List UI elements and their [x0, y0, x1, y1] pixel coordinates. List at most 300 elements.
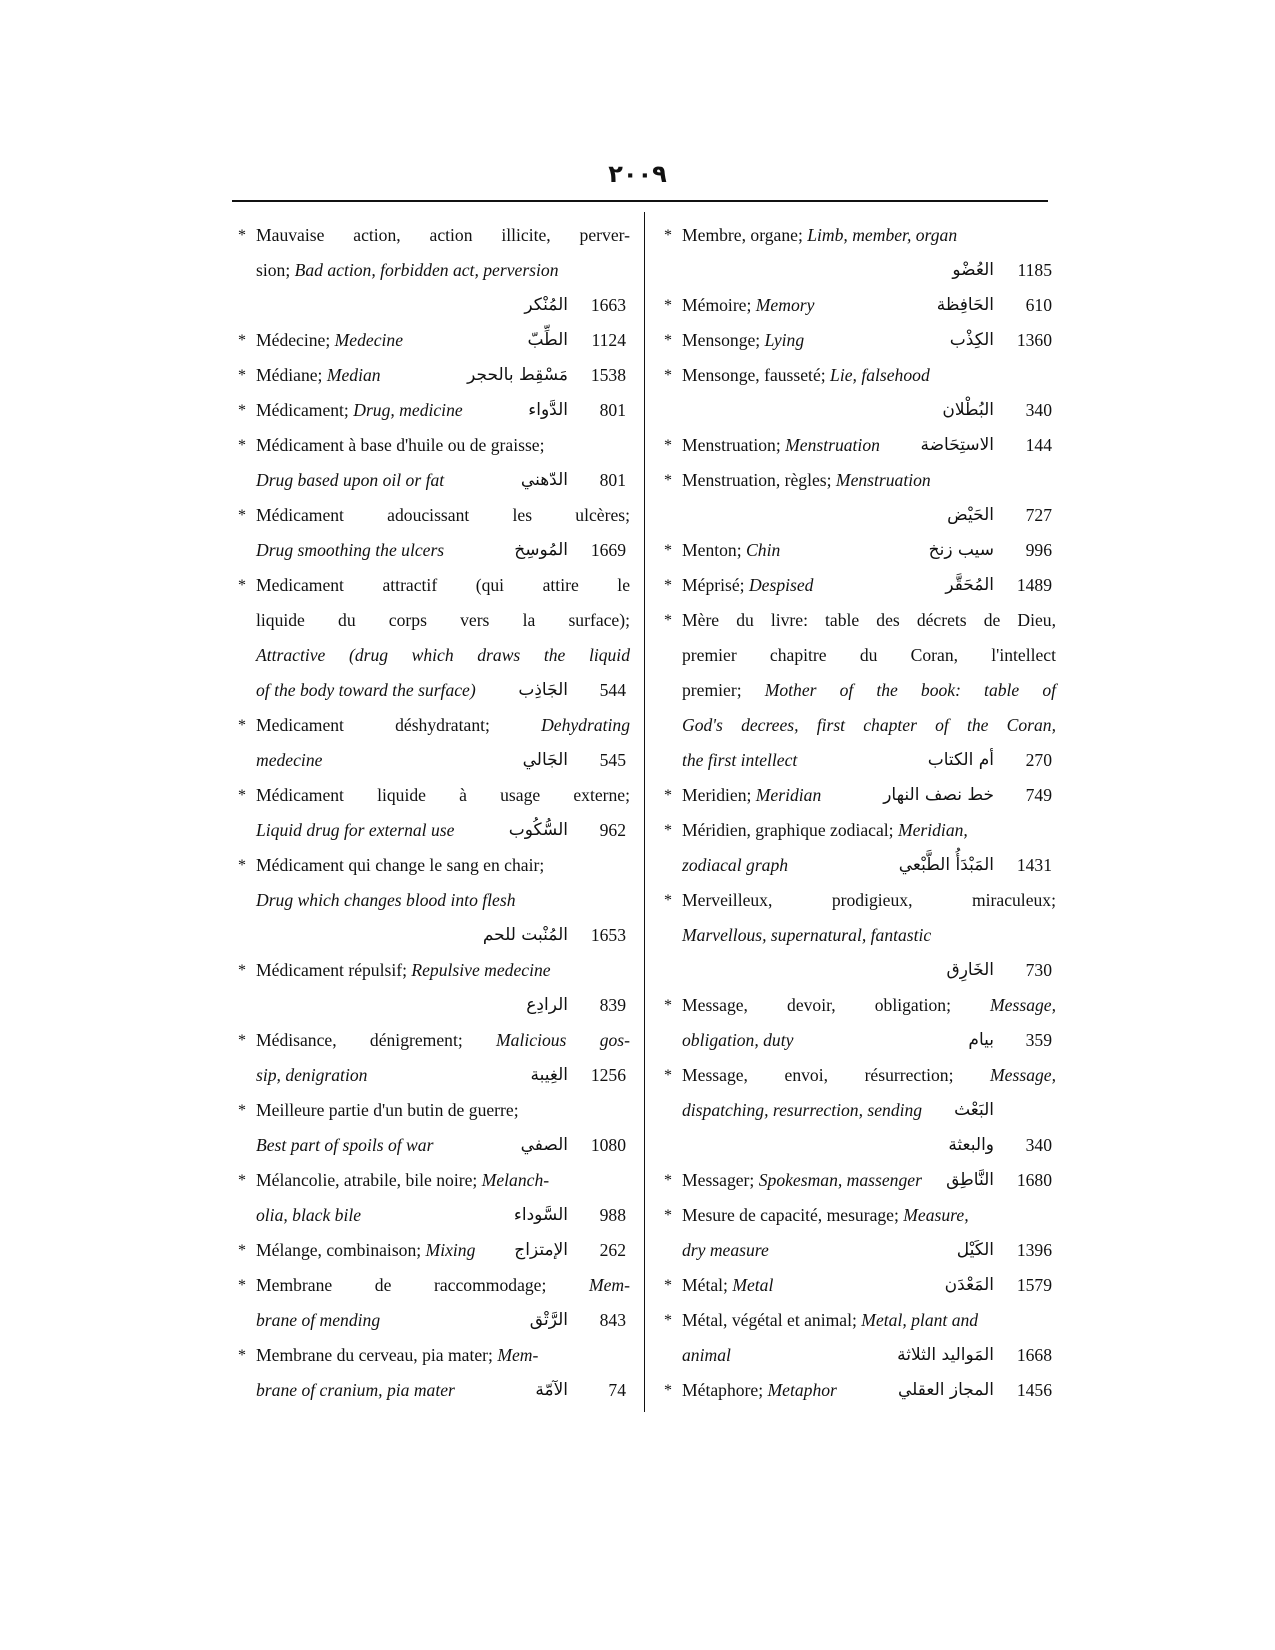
- arabic-term: المُنْكر: [524, 295, 568, 315]
- entry-number: 962: [599, 820, 626, 840]
- french-term: Médecine;: [256, 330, 335, 350]
- entry-text: [256, 533, 630, 568]
- entry-number: 1256: [590, 1065, 626, 1085]
- header-rule: [232, 200, 1048, 202]
- entry-number: 1538: [590, 365, 626, 385]
- entry-number: 1456: [1016, 1380, 1052, 1400]
- french-term: Messager;: [682, 1170, 759, 1190]
- english-term: medecine: [256, 750, 323, 770]
- entry-text: [256, 638, 630, 673]
- entry-number: 340: [1025, 400, 1052, 420]
- dictionary-entry: [232, 428, 630, 498]
- arabic-term: المَبْدَأُ الطَّبْعي: [898, 855, 994, 875]
- dictionary-entry: [658, 1303, 1056, 1373]
- english-term: Metal, plant and: [861, 1310, 979, 1330]
- arabic-term: الصفي: [520, 1135, 568, 1155]
- bullet-asterisk: *: [664, 1067, 672, 1084]
- bullet-asterisk: *: [238, 857, 246, 874]
- bullet-asterisk: *: [664, 297, 672, 314]
- bullet-asterisk: *: [664, 332, 672, 349]
- entry-text: [682, 1163, 1056, 1198]
- arabic-term: الجَالي: [522, 750, 568, 770]
- english-term: brane of cranium, pia mater: [256, 1380, 455, 1400]
- entry-text: [256, 1128, 630, 1163]
- bullet-asterisk: *: [664, 577, 672, 594]
- entry-text: [256, 603, 630, 638]
- french-term: Médicament;: [256, 400, 354, 420]
- entry-line: [232, 883, 630, 918]
- dictionary-entry: [658, 778, 1056, 813]
- english-term: Mixing: [425, 1240, 476, 1260]
- dictionary-entry: [658, 1373, 1056, 1408]
- entry-line: [232, 1268, 630, 1303]
- french-term: Mère du livre: table des décrets de Dieu,: [682, 610, 1056, 630]
- arabic-term: خط نصف النهار: [883, 785, 994, 805]
- entry-text: [256, 1303, 630, 1338]
- entry-number: 1396: [1016, 1240, 1052, 1260]
- dictionary-entry: [232, 1093, 630, 1163]
- english-term: sip, denigration: [256, 1065, 368, 1085]
- entry-text: [682, 463, 1056, 498]
- english-term: Message,: [990, 1065, 1056, 1085]
- french-term: Medicament attractif (qui attire le: [256, 575, 630, 595]
- entry-line: [658, 1303, 1056, 1338]
- entry-line: [658, 533, 1056, 568]
- entry-line: [658, 288, 1056, 323]
- entry-line: [232, 1058, 630, 1093]
- entry-text: [682, 778, 1056, 813]
- english-term: Message,: [990, 995, 1056, 1015]
- entry-number: 1668: [1016, 1345, 1052, 1365]
- entry-line: [232, 428, 630, 463]
- entry-text: [256, 1198, 630, 1233]
- entry-number: 74: [608, 1380, 626, 1400]
- entry-number: 988: [599, 1205, 626, 1225]
- column-divider: [644, 212, 645, 1412]
- entry-text: [682, 813, 1056, 848]
- english-term: animal: [682, 1345, 731, 1365]
- entry-text: [256, 463, 630, 498]
- entry-text: [256, 848, 630, 883]
- french-term: Médicament qui change le sang en chair;: [256, 855, 545, 875]
- entry-text: [682, 568, 1056, 603]
- entry-text: [682, 743, 1056, 778]
- english-term: Measure,: [903, 1205, 969, 1225]
- entry-number: 749: [1025, 785, 1052, 805]
- english-term: Malicious gos-: [496, 1030, 630, 1050]
- french-term: Méprisé;: [682, 575, 749, 595]
- english-term: olia, black bile: [256, 1205, 362, 1225]
- entry-text: [256, 813, 630, 848]
- entry-line: [232, 1338, 630, 1373]
- bullet-asterisk: *: [664, 367, 672, 384]
- entry-text: [682, 358, 1056, 393]
- entry-number: 340: [1025, 1135, 1052, 1155]
- entry-text: [682, 533, 1056, 568]
- arabic-term: الجَاذِب: [518, 680, 568, 700]
- entry-line: [232, 988, 630, 1023]
- entry-number: 270: [1025, 750, 1052, 770]
- french-term: Membrane de raccommodage;: [256, 1275, 589, 1295]
- entry-line: [232, 323, 630, 358]
- arabic-term: سيب زنخ: [928, 540, 994, 560]
- arabic-term: المجاز العقلي: [898, 1380, 994, 1400]
- french-term: Médicament adoucissant les ulcères;: [256, 505, 630, 525]
- entry-number: 1185: [1017, 260, 1052, 280]
- dictionary-entry: [658, 988, 1056, 1058]
- arabic-term: المُنْبت للحم: [482, 925, 568, 945]
- entry-text: [256, 253, 630, 288]
- bullet-asterisk: *: [238, 717, 246, 734]
- entry-line: [232, 288, 630, 323]
- entry-line: [232, 1233, 630, 1268]
- bullet-asterisk: *: [238, 332, 246, 349]
- entry-text: [256, 1268, 630, 1303]
- entry-number: 545: [599, 750, 626, 770]
- entry-line: [658, 1373, 1056, 1408]
- entry-line: [232, 533, 630, 568]
- entry-text: [256, 358, 630, 393]
- entry-text: [682, 988, 1056, 1023]
- entry-line: [658, 568, 1056, 603]
- entry-line: [232, 1093, 630, 1128]
- entry-line: [232, 603, 630, 638]
- entry-line: [232, 638, 630, 673]
- english-term: Despised: [748, 575, 814, 595]
- entry-text: [682, 1233, 1056, 1268]
- english-term: dry measure: [682, 1240, 769, 1260]
- entry-text: [256, 323, 630, 358]
- english-term: Memory: [755, 295, 815, 315]
- french-term: Médicament répulsif;: [256, 960, 412, 980]
- bullet-asterisk: *: [664, 227, 672, 244]
- entry-line: [658, 673, 1056, 708]
- english-term: Median: [326, 365, 381, 385]
- dictionary-entry: [658, 1163, 1056, 1198]
- english-term: Limb, member, organ: [807, 225, 958, 245]
- french-term: sion;: [256, 260, 295, 280]
- arabic-term: العُضْو: [952, 260, 994, 280]
- english-term: Metaphor: [767, 1380, 837, 1400]
- bullet-asterisk: *: [238, 1172, 246, 1189]
- entry-line: [658, 1058, 1056, 1093]
- english-term: obligation, duty: [682, 1030, 794, 1050]
- bullet-asterisk: *: [664, 472, 672, 489]
- french-term: premier;: [682, 680, 765, 700]
- english-term: Mother of the book: table of: [764, 680, 1056, 700]
- french-term: Merveilleux, prodigieux, miraculeux;: [682, 890, 1056, 910]
- entry-line: [658, 1233, 1056, 1268]
- entry-text: [682, 603, 1056, 638]
- entry-text: [256, 1093, 630, 1128]
- arabic-term: الدَّواء: [528, 400, 568, 420]
- entry-text: [256, 708, 630, 743]
- bullet-asterisk: *: [664, 1382, 672, 1399]
- entry-text: [256, 1058, 630, 1093]
- entry-text: [682, 218, 1056, 253]
- dictionary-entry: [658, 218, 1056, 288]
- english-term: Medecine: [334, 330, 404, 350]
- french-term: Medicament déshydratant;: [256, 715, 542, 735]
- french-term: Médicament à base d'huile ou de graisse;: [256, 435, 545, 455]
- entry-text: [682, 1023, 1056, 1058]
- french-term: Mensonge, fausseté;: [682, 365, 831, 385]
- dictionary-entry: [232, 1338, 630, 1408]
- entry-number: 359: [1025, 1030, 1052, 1050]
- entry-text: [682, 288, 1056, 323]
- dictionary-entry: [232, 393, 630, 428]
- entry-text: [256, 883, 630, 918]
- arabic-term: البَعْث: [954, 1100, 994, 1120]
- entry-number: 1360: [1016, 330, 1052, 350]
- entry-line: [658, 498, 1056, 533]
- english-term: Chin: [746, 540, 781, 560]
- entry-number: 727: [1025, 505, 1052, 525]
- entry-line: [658, 603, 1056, 638]
- entry-line: [658, 393, 1056, 428]
- french-term: Mélange, combinaison;: [256, 1240, 426, 1260]
- dictionary-entry: [658, 1058, 1056, 1163]
- entry-line: [232, 673, 630, 708]
- entry-line: [658, 1128, 1056, 1163]
- entry-number: 544: [599, 680, 626, 700]
- entry-number: 1431: [1016, 855, 1052, 875]
- dictionary-entry: [658, 358, 1056, 428]
- arabic-term: الغِيبة: [530, 1065, 568, 1085]
- entry-number: 1579: [1016, 1275, 1052, 1295]
- english-term: Metal: [732, 1275, 774, 1295]
- entry-number: 839: [599, 995, 626, 1015]
- bullet-asterisk: *: [238, 507, 246, 524]
- entry-line: [658, 323, 1056, 358]
- dictionary-entry: [232, 778, 630, 848]
- english-term: Best part of spoils of war: [256, 1135, 434, 1155]
- entry-number: 144: [1025, 435, 1052, 455]
- english-term: Dehydrating: [541, 715, 630, 735]
- bullet-asterisk: *: [664, 1172, 672, 1189]
- entry-number: 801: [599, 400, 626, 420]
- entry-number: 1653: [590, 925, 626, 945]
- english-term: Melanch-: [481, 1170, 550, 1190]
- entry-text: [682, 673, 1056, 708]
- entry-line: [658, 428, 1056, 463]
- french-term: Membre, organe;: [682, 225, 808, 245]
- entry-line: [232, 778, 630, 813]
- dictionary-entry: [658, 463, 1056, 533]
- entry-text: [256, 1023, 630, 1058]
- bullet-asterisk: *: [238, 1347, 246, 1364]
- bullet-asterisk: *: [664, 542, 672, 559]
- entry-line: [232, 1373, 630, 1408]
- entry-line: [232, 708, 630, 743]
- english-term: Drug, medicine: [353, 400, 463, 420]
- entry-line: [232, 848, 630, 883]
- arabic-term: الرَّتْق: [529, 1310, 568, 1330]
- french-term: Métal, végétal et animal;: [682, 1310, 862, 1330]
- bullet-asterisk: *: [664, 892, 672, 909]
- english-term: Meridian,: [897, 820, 968, 840]
- bullet-asterisk: *: [238, 437, 246, 454]
- entry-line: [658, 778, 1056, 813]
- entry-line: [232, 1023, 630, 1058]
- french-term: Menstruation, règles;: [682, 470, 836, 490]
- entry-text: [256, 1163, 630, 1198]
- entry-line: [232, 463, 630, 498]
- english-term: Drug smoothing the ulcers: [256, 540, 445, 560]
- french-term: Médicament liquide à usage externe;: [256, 785, 630, 805]
- bullet-asterisk: *: [238, 577, 246, 594]
- entry-text: [256, 498, 630, 533]
- entry-line: [232, 218, 630, 253]
- entry-line: [658, 1198, 1056, 1233]
- french-term: Mélancolie, atrabile, bile noire;: [256, 1170, 482, 1190]
- bullet-asterisk: *: [238, 402, 246, 419]
- left-column: [232, 218, 630, 1408]
- entry-text: [682, 1303, 1056, 1338]
- english-term: Drug based upon oil or fat: [256, 470, 445, 490]
- arabic-term: الكِذْب: [949, 330, 994, 350]
- entry-text: [256, 393, 630, 428]
- entry-text: [256, 1338, 630, 1373]
- arabic-term: النَّاطِق: [946, 1170, 994, 1190]
- entry-number: 1663: [590, 295, 626, 315]
- entry-text: [256, 1373, 630, 1408]
- entry-text: [256, 743, 630, 778]
- entry-line: [658, 1093, 1056, 1128]
- entry-line: [232, 498, 630, 533]
- english-term: brane of mending: [256, 1310, 381, 1330]
- entry-text: [682, 1268, 1056, 1303]
- english-term: Repulsive medecine: [411, 960, 551, 980]
- french-term: Mauvaise action, action illicite, perver-: [256, 225, 630, 245]
- dictionary-entry: [232, 1163, 630, 1233]
- entry-number: 1489: [1016, 575, 1052, 595]
- english-term: of the body toward the surface): [256, 680, 476, 700]
- bullet-asterisk: *: [664, 997, 672, 1014]
- entry-line: [232, 743, 630, 778]
- entry-line: [232, 568, 630, 603]
- dictionary-entry: [658, 428, 1056, 463]
- entry-line: [658, 638, 1056, 673]
- bullet-asterisk: *: [664, 822, 672, 839]
- english-term: zodiacal graph: [682, 855, 789, 875]
- french-term: Meridien;: [682, 785, 756, 805]
- entry-text: [682, 638, 1056, 673]
- entry-number: 1080: [590, 1135, 626, 1155]
- entry-number: 843: [599, 1310, 626, 1330]
- dictionary-entry: [658, 1268, 1056, 1303]
- bullet-asterisk: *: [664, 437, 672, 454]
- english-term: Lying: [764, 330, 805, 350]
- entry-line: [232, 1163, 630, 1198]
- entry-line: [658, 918, 1056, 953]
- bullet-asterisk: *: [238, 1277, 246, 1294]
- entry-text: [256, 428, 630, 463]
- entry-line: [232, 1303, 630, 1338]
- french-term: Menstruation;: [682, 435, 786, 455]
- entry-number: 730: [1025, 960, 1052, 980]
- dictionary-entry: [658, 323, 1056, 358]
- bullet-asterisk: *: [238, 1242, 246, 1259]
- french-term: Membrane du cerveau, pia mater;: [256, 1345, 498, 1365]
- entry-line: [232, 1128, 630, 1163]
- french-term: Métaphore;: [682, 1380, 768, 1400]
- arabic-term: المُحَقَّر: [945, 575, 994, 595]
- entry-line: [658, 1268, 1056, 1303]
- entry-text: [682, 708, 1056, 743]
- french-term: Message, envoi, résurrection;: [682, 1065, 991, 1085]
- entry-line: [232, 358, 630, 393]
- entry-number: 1669: [590, 540, 626, 560]
- arabic-term: السَّوداء: [513, 1205, 568, 1225]
- bullet-asterisk: *: [238, 1102, 246, 1119]
- french-term: Métal;: [682, 1275, 733, 1295]
- entry-number: 262: [599, 1240, 626, 1260]
- bullet-asterisk: *: [238, 367, 246, 384]
- entry-text: [256, 673, 630, 708]
- arabic-term: الدّهني: [520, 470, 568, 490]
- entry-text: [256, 953, 630, 988]
- arabic-term: الحَافِظة: [936, 295, 994, 315]
- entry-text: [682, 1338, 1056, 1373]
- french-term: liquide du corps vers la surface);: [256, 610, 630, 630]
- english-term: Attractive (drug which draws the liquid: [256, 645, 630, 665]
- bullet-asterisk: *: [664, 1207, 672, 1224]
- entry-line: [658, 218, 1056, 253]
- arabic-term: الحَيْض: [947, 505, 994, 525]
- english-term: God's decrees, first chapter of the Coran,: [682, 715, 1056, 735]
- entry-number: 1680: [1016, 1170, 1052, 1190]
- arabic-term: الإمتزاج: [514, 1240, 568, 1260]
- english-term: Meridian: [755, 785, 822, 805]
- dictionary-entry: [232, 218, 630, 323]
- bullet-asterisk: *: [664, 787, 672, 804]
- dictionary-entry: [658, 883, 1056, 988]
- dictionary-entry: [232, 498, 630, 568]
- entry-text: [682, 428, 1056, 463]
- entry-line: [658, 953, 1056, 988]
- entry-line: [658, 463, 1056, 498]
- entry-text: [682, 848, 1056, 883]
- entry-line: [658, 358, 1056, 393]
- entry-text: [682, 1198, 1056, 1233]
- entry-number: 996: [1025, 540, 1052, 560]
- french-term: premier chapitre du Coran, l'intellect: [682, 645, 1056, 665]
- entry-line: [232, 253, 630, 288]
- entry-number: 610: [1025, 295, 1052, 315]
- french-term: Mémoire;: [682, 295, 756, 315]
- english-term: Bad action, forbidden act, perversion: [294, 260, 559, 280]
- french-term: Médiane;: [256, 365, 327, 385]
- entry-text: [682, 1093, 1056, 1128]
- entry-text: [256, 1233, 630, 1268]
- dictionary-entry: [232, 358, 630, 393]
- french-term: Méridien, graphique zodiacal;: [682, 820, 898, 840]
- dictionary-entry: [658, 603, 1056, 778]
- english-term: Drug which changes blood into flesh: [256, 890, 516, 910]
- english-term: dispatching, resurrection, sending: [682, 1100, 923, 1120]
- bullet-asterisk: *: [238, 1032, 246, 1049]
- bullet-asterisk: *: [664, 1277, 672, 1294]
- english-term: Menstruation: [785, 435, 880, 455]
- dictionary-entry: [232, 568, 630, 708]
- entry-line: [658, 253, 1056, 288]
- dictionary-entry: [232, 1023, 630, 1093]
- entry-number: 801: [599, 470, 626, 490]
- arabic-term: والبعثة: [948, 1135, 994, 1155]
- bullet-asterisk: *: [664, 1312, 672, 1329]
- dictionary-entry: [658, 288, 1056, 323]
